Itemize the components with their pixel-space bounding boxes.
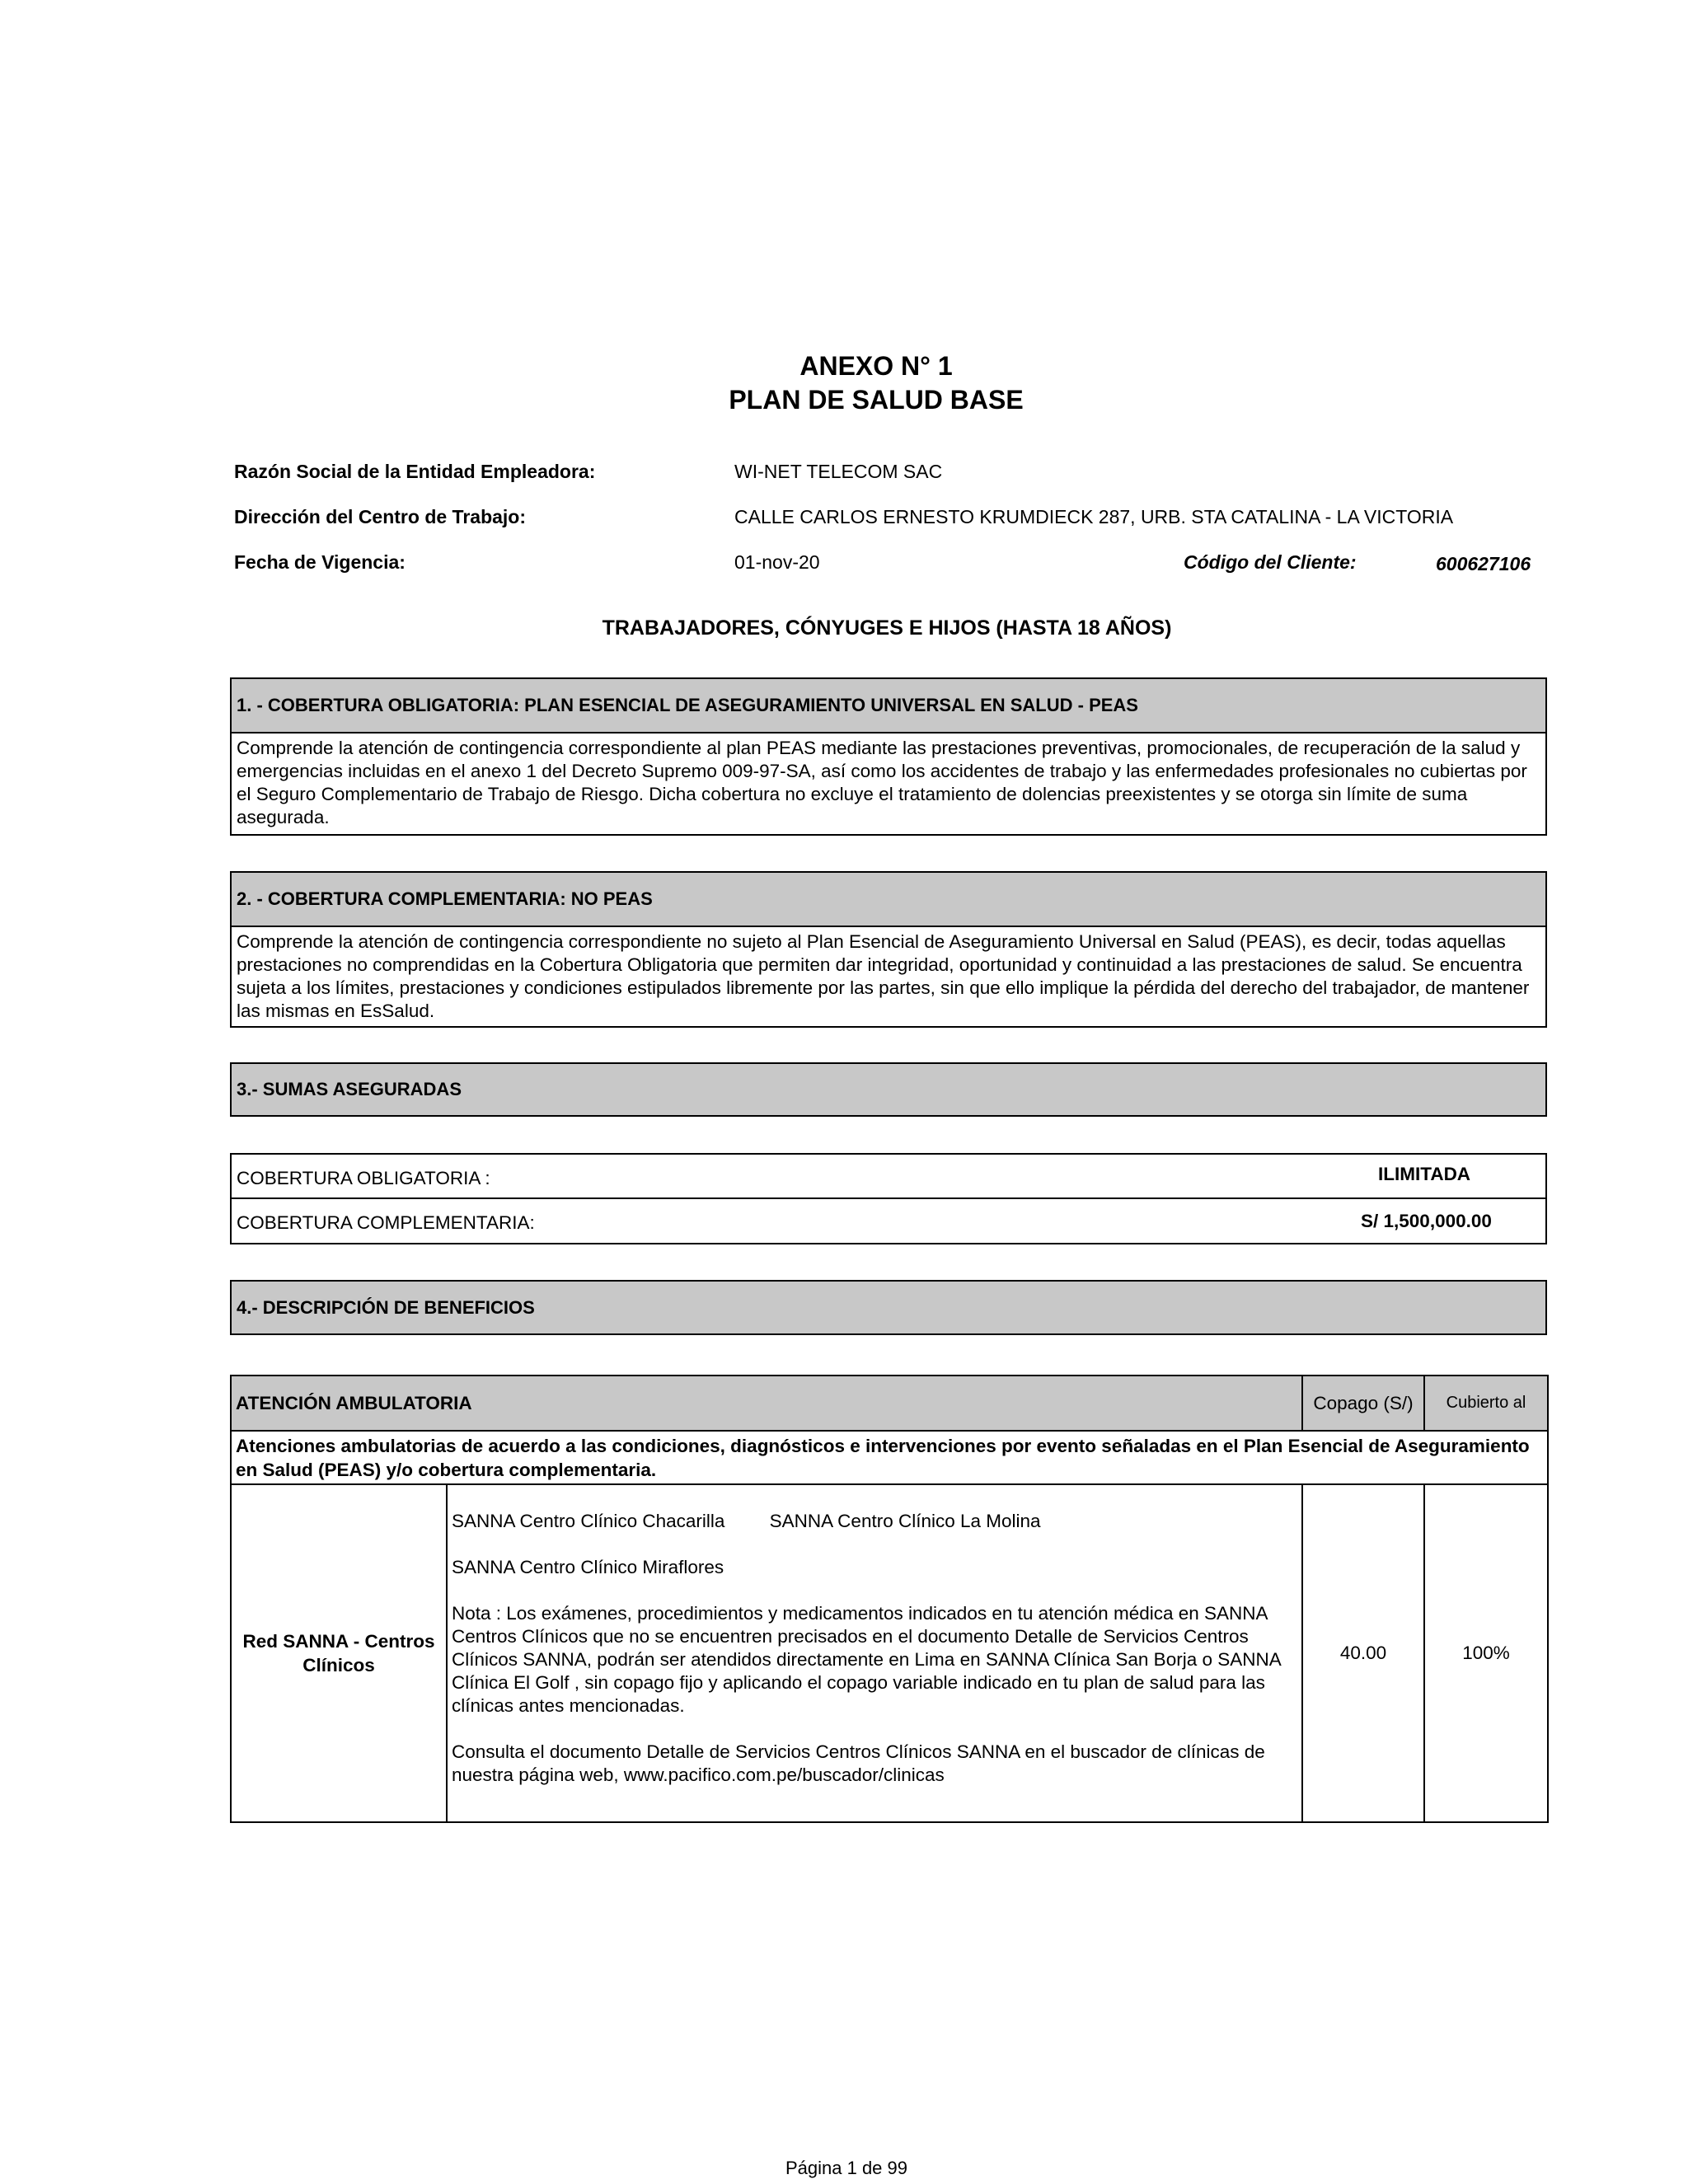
- coverage-subtitle: TRABAJADORES, CÓNYUGES E HIJOS (HASTA 18 AÑOS): [602, 616, 1172, 640]
- section-1-box: [230, 677, 1547, 836]
- cubierto-value: 100%: [1424, 1484, 1548, 1822]
- sumas-row-obligatoria: [232, 1155, 1545, 1199]
- ambulatoria-table: [230, 1375, 1549, 1823]
- fecha-vigencia-value: 01-nov-20: [734, 551, 820, 573]
- direccion-value: CALLE CARLOS ERNESTO KRUMDIECK 287, URB. STA CATALINA - LA VICTORIA: [734, 506, 1454, 527]
- sumas-row-label: COBERTURA OBLIGATORIA :: [237, 1168, 490, 1188]
- section-1-body: Comprende la atención de contingencia correspondiente al plan PEAS mediante las prestaciones preventivas, promocionales, de recuperación de la salud y emergencias incluidas en el anexo 1 del Decreto Supremo 009-97-SA, así como los accidentes de trabajo y las enfermedades profesionales no cubiertas por el Seguro Complementario de Trabajo de Riesgo. Dicha cobertura no excluye el tratamiento de dolencias preexistentes y se otorga sin límite de suma asegurada.: [237, 738, 1527, 827]
- red-sanna-details: [447, 1484, 1302, 1822]
- clinic-line: [452, 1510, 1297, 1533]
- red-sanna-label: Red SANNA - Centros Clínicos: [231, 1484, 447, 1822]
- document-title-line1: ANEXO N° 1: [799, 351, 953, 381]
- sumas-row-label: COBERTURA COMPLEMENTARIA:: [237, 1212, 535, 1233]
- sumas-row-value: ILIMITADA: [1378, 1164, 1471, 1184]
- clinic-miraflores: SANNA Centro Clínico Miraflores: [452, 1557, 724, 1577]
- page-number: Página 1 de 99: [785, 2158, 908, 2178]
- ambulatoria-description: Atenciones ambulatorias de acuerdo a las condiciones, diagnósticos e intervenciones por evento señaladas en el Plan Esencial de Aseguramiento en Salud (PEAS) y/o cobertura complementaria.: [231, 1431, 1548, 1484]
- sumas-row-complementaria: [232, 1199, 1545, 1243]
- section-1-header: 1. - COBERTURA OBLIGATORIA: PLAN ESENCIAL DE ASEGURAMIENTO UNIVERSAL EN SALUD - PEAS: [232, 679, 1545, 733]
- direccion-label: Dirección del Centro de Trabajo:: [234, 506, 527, 527]
- razon-social-label: Razón Social de la Entidad Empleadora:: [234, 461, 596, 482]
- fecha-vigencia-label: Fecha de Vigencia:: [234, 551, 406, 573]
- document-title-line2: PLAN DE SALUD BASE: [729, 385, 1024, 415]
- sanna-nota: Nota : Los exámenes, procedimientos y medicamentos indicados en tu atención médica en SANNA Centros Clínicos que no se encuentren precisados en el documento Detalle de Servicios Centros Clínicos SANNA, podrán ser atendidos directamente en Lima en SANNA Clínica San Borja o SANNA Clínica El Golf , sin copago fijo y aplicando el copago variable indicado en tu plan de salud para las clínicas antes mencionadas.: [452, 1603, 1281, 1716]
- sumas-row-value: S/ 1,500,000.00: [1361, 1210, 1492, 1231]
- section-2-header: 2. - COBERTURA COMPLEMENTARIA: NO PEAS: [232, 873, 1545, 927]
- copago-value: 40.00: [1302, 1484, 1424, 1822]
- section-4-header: 4.- DESCRIPCIÓN DE BENEFICIOS: [230, 1280, 1547, 1335]
- copago-column-header: Copago (S/): [1302, 1376, 1424, 1431]
- clinic-chacarilla: SANNA Centro Clínico Chacarilla: [452, 1511, 725, 1531]
- razon-social-value: WI-NET TELECOM SAC: [734, 461, 943, 482]
- sanna-consulta: Consulta el documento Detalle de Servicios Centros Clínicos SANNA en el buscador de clínicas de nuestra página web, www.pacifico.com.pe/buscador/clinicas: [452, 1741, 1265, 1785]
- sumas-aseguradas-table: [230, 1153, 1547, 1244]
- section-3-header: 3.- SUMAS ASEGURADAS: [230, 1062, 1547, 1117]
- cubierto-column-header: Cubierto al: [1424, 1376, 1548, 1431]
- codigo-cliente-value: 600627106: [1436, 553, 1531, 574]
- section-2-body: Comprende la atención de contingencia correspondiente no sujeto al Plan Esencial de Aseguramiento Universal en Salud (PEAS), es decir, todas aquellas prestaciones no comprendidas en la Cobertura Obligatoria que permiten dar integridad, oportunidad y continuidad a las prestaciones de salud. Se encuentra sujeta a los límites, prestaciones y condiciones estipulados libremente por las partes, sin que ello implique la pérdida del derecho del trabajador, de mantener las mismas en EsSalud.: [237, 931, 1530, 1021]
- clinic-la-molina: SANNA Centro Clínico La Molina: [769, 1511, 1041, 1531]
- codigo-cliente-label: Código del Cliente:: [1184, 551, 1357, 573]
- section-2-box: [230, 871, 1547, 1028]
- ambulatoria-header: ATENCIÓN AMBULATORIA: [231, 1376, 1302, 1431]
